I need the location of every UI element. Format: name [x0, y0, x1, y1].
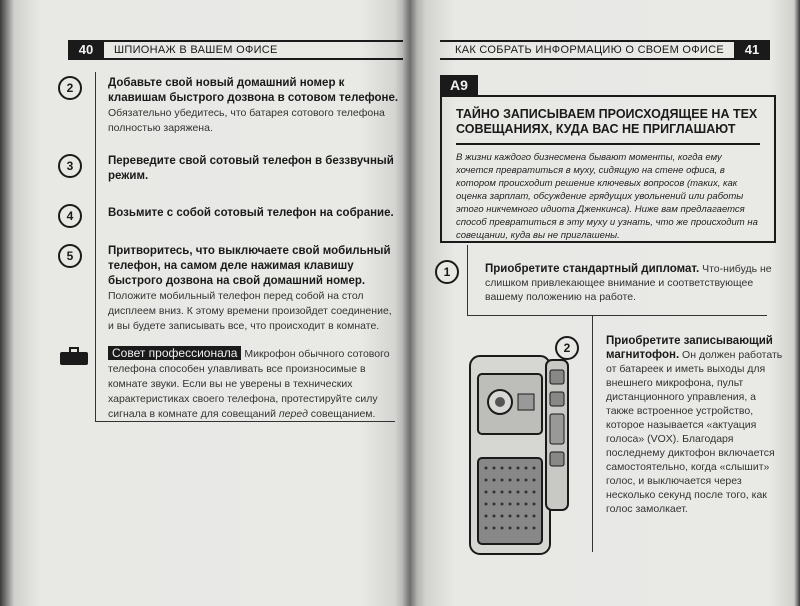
step-text: [606, 334, 784, 516]
intro-box: [440, 95, 776, 243]
step-bold: Добавьте свой новый домашний номер к клавишам быстрого дозвона в сотовом телефоне.: [108, 77, 399, 104]
pro-tip-emphasis: перед: [278, 408, 308, 420]
left-bottom-rule: [95, 421, 395, 422]
intro-box-body: В жизни каждого бизнесмена бывают моменты, когда ему хочется превратиться в муху, сидящую на стене офиса, в котором происходит решение ключевых вопросов (таких, как оценка зарплат, обсуждение грядущих увольнений или работы этого никчемного идиота Дженкинса). Ниже вам предлагается способ превратиться в эту муху и узнать, что же происходит на совещании, куда вы не приглашены.: [456, 152, 758, 241]
step-number-circle: 4: [58, 204, 82, 228]
step-text: [108, 76, 400, 136]
left-header: [68, 40, 408, 60]
step-text: [108, 244, 400, 334]
section-badge: A9: [440, 75, 478, 95]
step-bold: Приобретите записывающий магнитофон.: [606, 335, 773, 361]
intro-box-title: ТАЙНО ЗАПИСЫВАЕМ ПРОИСХОДЯЩЕЕ НА ТЕХ СОВЕЩАНИЯХ, КУДА ВАС НЕ ПРИГЛАШАЮТ: [456, 107, 758, 136]
step-number-circle: 3: [58, 154, 82, 178]
step-bold: Переведите свой сотовый телефон в беззвучный режим.: [108, 155, 394, 182]
intro-box-divider: [456, 143, 760, 145]
step-bold: Приобретите стандартный дипломат.: [485, 263, 700, 275]
left-step-rule: [95, 72, 96, 422]
right-header: [440, 40, 770, 60]
step-bold: Возьмите с собой сотовый телефон на собрание.: [108, 207, 394, 219]
left-page-number: 40: [68, 42, 104, 58]
right-step-rule-2: [592, 316, 593, 552]
step-number-circle: 1: [435, 260, 459, 284]
step-text: [485, 262, 775, 304]
pro-tip-text: Микрофон обычного сотового телефона способен улавливать все произносимые в комнате звуки. Если вы не уверены в технических характеристиках своего телефона, протестируйте силу сигнала в комнате для совещаний: [108, 348, 390, 420]
left-header-title: ШПИОНАЖ В ВАШЕМ ОФИСЕ: [114, 44, 278, 56]
step-regular: Обязательно убедитесь, что батарея сотового телефона полностью заряжена.: [108, 107, 385, 134]
step-bold: Притворитесь, что выключаете свой мобильный телефон, на самом деле нажимая клавишу быстрого дозвона на свой домашний номер.: [108, 245, 391, 287]
right-page-number: 41: [734, 42, 770, 58]
pro-tip: [108, 346, 400, 422]
right-header-title: КАК СОБРАТЬ ИНФОРМАЦИЮ О СВОЕМ ОФИСЕ: [455, 44, 724, 56]
pro-tip-label: Совет профессионала: [108, 346, 241, 360]
voice-recorder-illustration: [460, 350, 580, 560]
right-step-divider: [467, 315, 767, 316]
briefcase-icon: [60, 347, 88, 365]
book-gutter: [403, 0, 417, 606]
step-text: [108, 154, 400, 184]
step-regular: Он должен работать от батареек и иметь выходы для внешнего микрофона, пульт дистанционного управления, а также встроенное устройство, которое называется «актуация голоса» (VOX). Благодаря последнему диктофон включается самостоятельно, когда «слышит» голос, и выключается через несколько секунд после того, как голос замолкает.: [606, 349, 783, 515]
step-number-circle: 5: [58, 244, 82, 268]
step-number-circle: 2: [58, 76, 82, 100]
right-page: [410, 0, 800, 606]
step-number-circle: 2: [555, 336, 579, 360]
step-regular: Положите мобильный телефон перед собой на стол дисплеем вниз. К этому времени произойдет соединение, и вы будете записывать все, что происходит в комнате.: [108, 290, 392, 332]
right-step-rule: [467, 245, 468, 315]
step-text: [108, 206, 400, 221]
pro-tip-text-end: совещанием.: [307, 408, 376, 420]
step-regular: Что-нибудь не слишком привлекающее внимание и соответствующее вашему положению на работе.: [485, 263, 772, 303]
